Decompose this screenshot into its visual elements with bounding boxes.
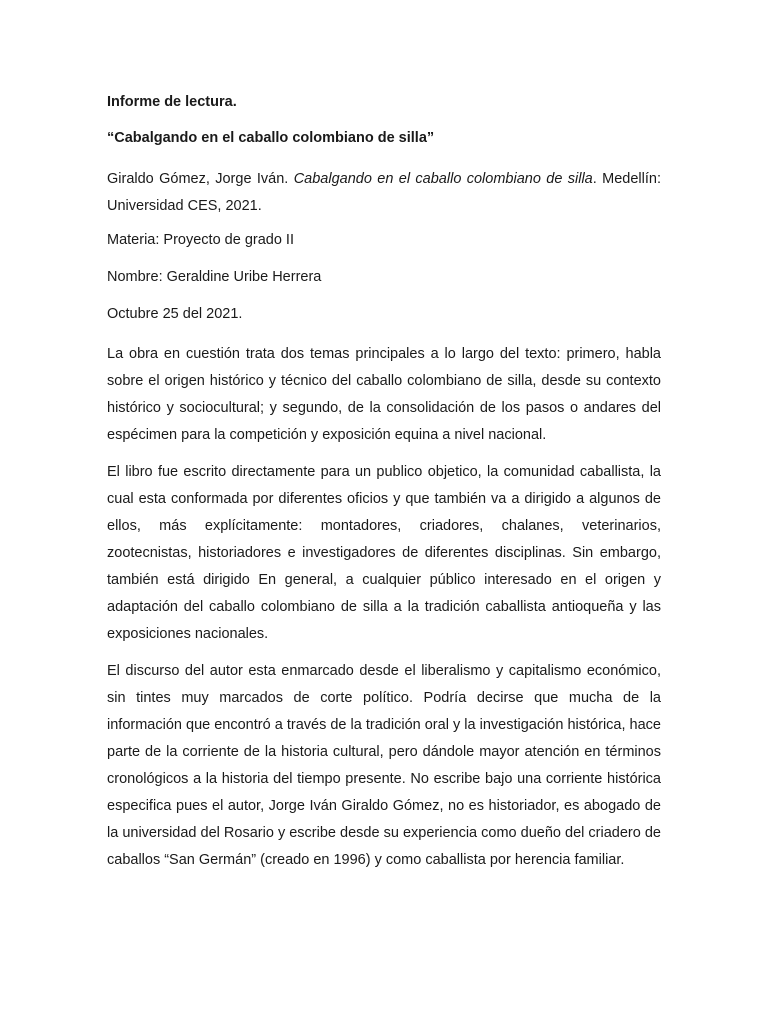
date-line: Octubre 25 del 2021. [107,306,243,322]
citation-author: Giraldo Gómez, Jorge Iván. [107,171,289,187]
document-title: Informe de lectura. [107,94,237,110]
body-paragraph-1: La obra en cuestión trata dos temas principales a lo largo del texto: primero, habla sobre el origen histórico y técnico del caballo colombiano de silla, desde su contexto histórico y sociocultural; y segundo, de la consolidación de los pasos o andares del espécimen para la competición y exposición equina a nivel nacional. [107,346,661,443]
book-title-heading: “Cabalgando en el caballo colombiano de silla” [107,130,435,146]
author-name-line: Nombre: Geraldine Uribe Herrera [107,269,322,285]
bibliographic-citation [107,166,661,220]
citation-book-title: Cabalgando en el caballo colombiano de silla [293,171,593,187]
body-paragraph-2: El libro fue escrito directamente para un publico objetico, la comunidad caballista, la cual esta conformada por diferentes oficios y que también va a dirigido a algunos de ellos, más explícitamente: montadores, criadores, chalanes, veterinarios, zootecnistas, historiadores e investigadores de diferentes disciplinas. Sin embargo, también está dirigido En general, a cualquier público interesado en el origen y adaptación del caballo colombiano de silla a la tradición caballista antioqueña y las exposiciones nacionales. [107,464,661,642]
subject-line: Materia: Proyecto de grado II [107,232,294,248]
citation-publication: . Medellín: Universidad CES, 2021. [107,171,661,214]
body-paragraph-3: El discurso del autor esta enmarcado desde el liberalismo y capitalismo económico, sin tintes muy marcados de corte político. Podría decirse que mucha de la información que encontró a través de la tradición oral y la investigación histórica, hace parte de la corriente de la historia cultural, pero dándole mayor atención en términos cronológicos a la historia del tiempo presente. No escribe bajo una corriente histórica especifica pues el autor, Jorge Iván Giraldo Gómez, no es historiador, es abogado de la universidad del Rosario y escribe desde su experiencia como dueño del criadero de caballos “San Germán” (creado en 1996) y como caballista por herencia familiar. [107,663,661,868]
